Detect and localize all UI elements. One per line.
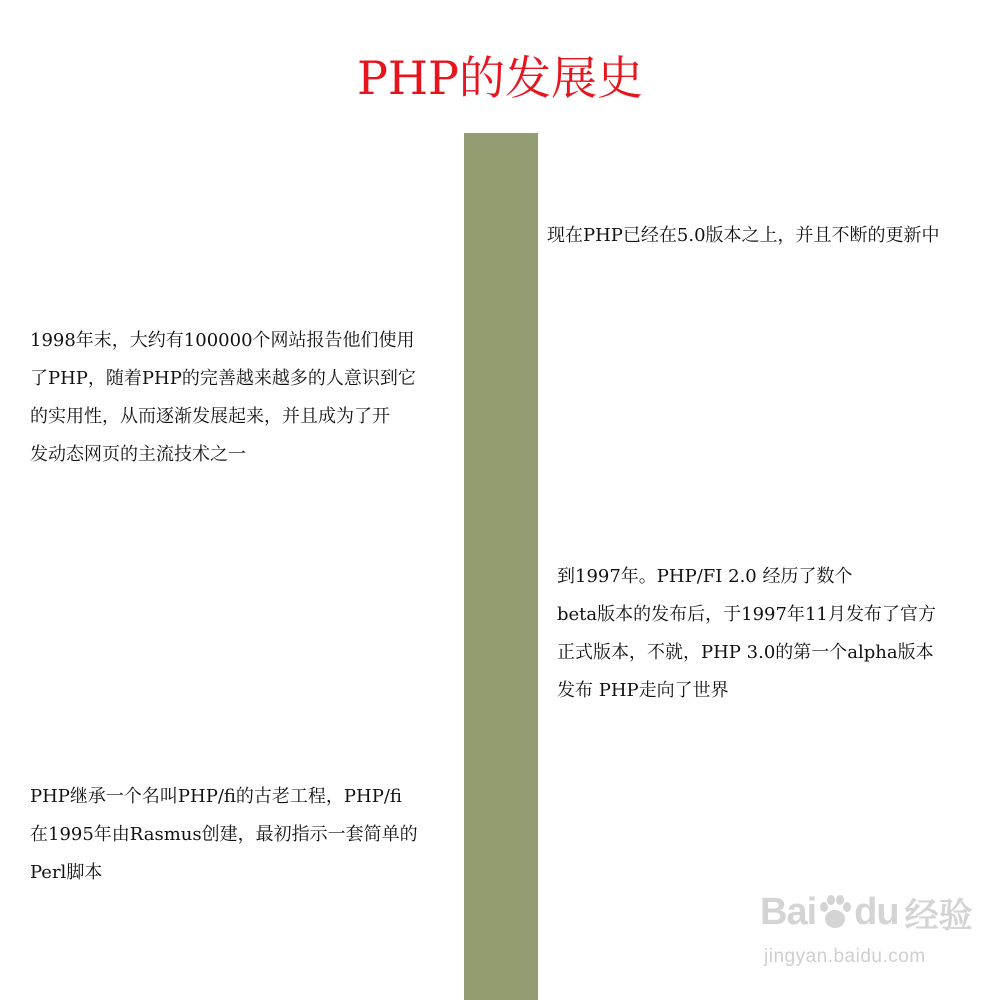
entry-text-line: 正式版本，不就，PHP 3.0的第一个alpha版本 (557, 642, 934, 663)
baidu-jingyan-watermark (760, 888, 980, 980)
entry-text-line: 了PHP，随着PHP的完善越来越多的人意识到它 (30, 368, 416, 389)
watermark-logo (760, 888, 973, 937)
timeline-entry-1998 (30, 322, 455, 474)
entry-text-line: beta版本的发布后，于1997年11月发布了官方 (557, 604, 936, 625)
entry-text-line: 在1995年由Rasmus创建，最初指示一套简单的 (30, 824, 418, 845)
entry-text-line: 到1997年。PHP/FI 2.0 经历了数个 (557, 566, 853, 587)
page-title: PHP的发展史 (356, 51, 644, 105)
entry-text-line: 发动态网页的主流技术之一 (30, 444, 246, 465)
timeline-entry-1997 (557, 558, 987, 710)
watermark-brand-left: Bai (760, 891, 817, 933)
entry-text-line: 1998年末，大约有100000个网站报告他们使用 (30, 330, 415, 351)
timeline-bar (464, 133, 538, 1000)
timeline-entry-php5 (547, 217, 987, 255)
entry-text-line: Perl脚本 (30, 862, 103, 883)
watermark-brand-cn: 经验 (904, 896, 973, 936)
paw-icon (818, 892, 852, 934)
watermark-url: jingyan.baidu.com (764, 946, 926, 967)
watermark-brand-right: du (854, 891, 899, 933)
entry-text-line: PHP继承一个名叫PHP/fi的古老工程，PHP/fi (30, 786, 402, 807)
entry-text-line: 发布 PHP走向了世界 (557, 680, 729, 701)
entry-text-line: 现在PHP已经在5.0版本之上，并且不断的更新中 (547, 225, 940, 246)
timeline-entry-1995 (30, 778, 455, 892)
entry-text-line: 的实用性，从而逐渐发展起来，并且成为了开 (30, 406, 390, 427)
